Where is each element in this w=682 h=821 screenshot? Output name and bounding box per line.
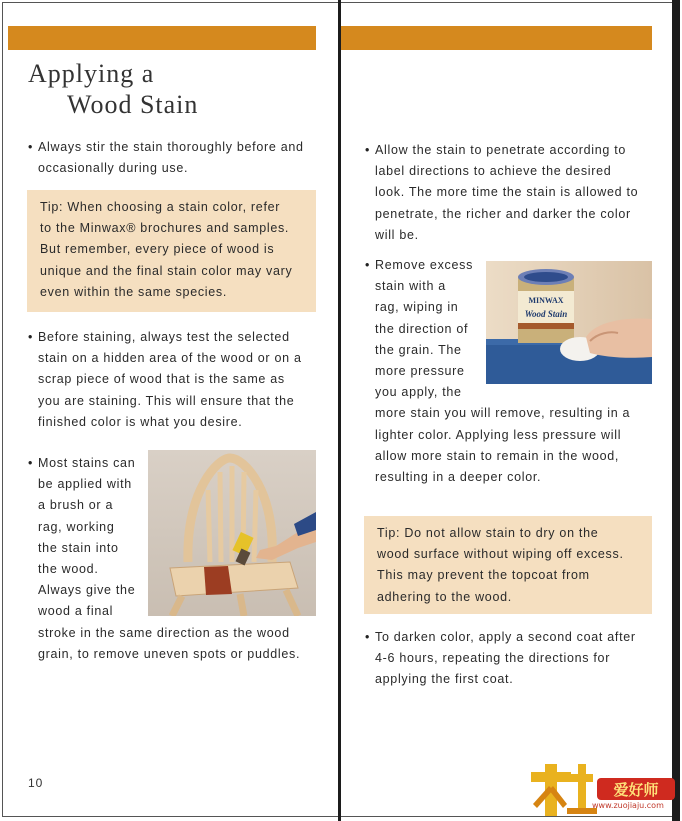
bullet-text: Allow the stain to penetrate according to label directions to achieve the desired look. The more time the stain is allowed to penetrate, the richer and darker the color will be.: [375, 143, 639, 242]
can-product-text: Wood Stain: [524, 309, 568, 319]
bullet-text: Remove excess stain with a rag, wiping in the direction of the grain. The more pressure you apply, the more stain you will remove, resulting in a lighter color. Applying less pressure will allow more stain to remain in the wood, resulting in a deeper color.: [375, 258, 631, 485]
bullet-text: To darken color, apply a second coat after 4-6 hours, repeating the directions for applying the first coat.: [375, 630, 636, 687]
chair-illustration: [148, 450, 316, 616]
bullet-dot: •: [28, 456, 33, 470]
chair-staining-photo: [148, 450, 316, 616]
bullet-text: Most stains can be applied with a brush or a rag, working the stain into the wood. Always give the wood a final stroke in the same direction as the wood grain, to remove uneven spots or puddles.: [38, 456, 301, 661]
bullet-dot: •: [28, 330, 33, 344]
logo-text: 爱好师: [613, 781, 659, 799]
right-page: [341, 0, 672, 821]
stain-can-illustration: [486, 261, 652, 384]
bullet-text: Before staining, always test the selected stain on a hidden area of the wood or on a scrap piece of wood that is the same as you are staining. This will ensure that the finished color is what you desire.: [38, 330, 302, 429]
bullet-dot: •: [28, 140, 33, 154]
header-bar-left: [8, 26, 316, 50]
wiping-stain-photo: [486, 261, 652, 384]
can-brand-text: MINWAX: [528, 296, 564, 305]
header-bar-right: [341, 26, 652, 50]
bullet-dot: •: [365, 630, 370, 644]
title-line-2: Wood Stain: [67, 90, 199, 119]
title-line-1: Applying a: [28, 59, 155, 88]
left-page: [4, 0, 338, 821]
logo-glyph: [531, 764, 597, 816]
page-title: [28, 58, 198, 120]
tip-box-dry-warning: Tip: Do not allow stain to dry on the wood surface without wiping off excess. This may prevent the topcoat from adhering to the wood.: [364, 516, 652, 614]
page-number: 10: [28, 776, 44, 790]
watermark-url: www.zuojiaju.com: [592, 801, 664, 810]
bullet-dot: •: [365, 143, 370, 157]
tip-box-stain-color: Tip: When choosing a stain color, refer to the Minwax® brochures and samples. But remember, every piece of wood is unique and the final stain color may vary even within the same species.: [27, 190, 316, 312]
bullet-text: Always stir the stain thoroughly before and occasionally during use.: [38, 140, 304, 176]
bullet-dot: •: [365, 258, 370, 272]
